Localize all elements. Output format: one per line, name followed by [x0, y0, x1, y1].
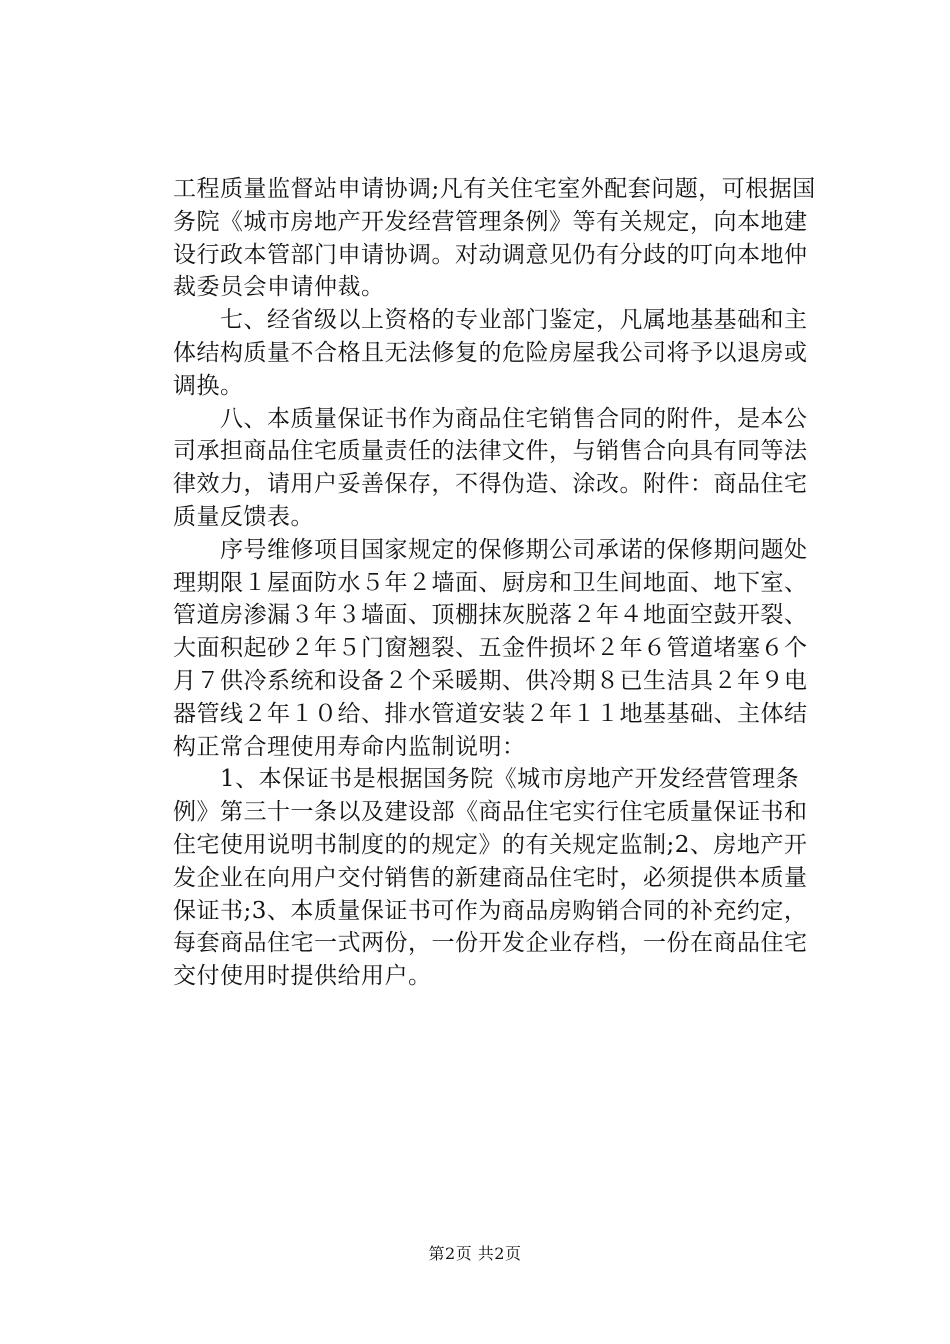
text-line: 保证书;3、本质量保证书可作为商品房购销合同的补充约定，: [173, 897, 808, 924]
text-line: 调换。: [173, 372, 244, 399]
text-line: 序号维修项目国家规定的保修期公司承诺的保修期问题处: [173, 536, 808, 563]
text-line: 住宅使用说明书制度的的规定》的有关规定监制;2、房地产开: [173, 831, 808, 858]
text-line: 大面积起砂２年５门窗翘裂、五金件损坏２年６管道堵塞６个: [173, 635, 808, 662]
text-line: 发企业在向用户交付销售的新建商品住宅时，必须提供本质量: [173, 864, 808, 891]
text-line: 器管线２年１０给、排水管道安装２年１１地基基础、主体结: [173, 700, 808, 727]
text-line: 1、本保证书是根据国务院《城市房地产开发经营管理条: [173, 766, 800, 793]
text-line: 理期限１屋面防水５年２墙面、厨房和卫生间地面、地下室、: [173, 569, 808, 596]
text-line: 裁委员会申请仲裁。: [173, 274, 385, 301]
text-line: 设行政本管部门申请协调。对动调意见仍有分歧的叮向本地仲: [173, 241, 808, 268]
text-line: 工程质量监督站申请协调;凡有关住宅室外配套问题，可根据国: [173, 176, 816, 202]
document-body: [173, 173, 840, 993]
text-line: 七、经省级以上资格的专业部门鉴定，凡属地基基础和主: [173, 307, 808, 334]
text-line: 务院《城市房地产开发经营管理条例》等有关规定，向本地建: [173, 208, 808, 235]
text-line: 交付使用时提供给用户。: [173, 963, 432, 990]
text-line: 每套商品住宅一式两份，一份开发企业存档，一份在商品住宅: [173, 930, 808, 957]
text-line: 体结构质量不合格且无法修复的危险房屋我公司将予以退房或: [173, 339, 808, 366]
text-line: 八、本质量保证书作为商品住宅销售合同的附件，是本公: [173, 405, 808, 432]
text-line: 构正常合理使用寿命内监制说明：: [173, 733, 526, 760]
text-line: 月７供冷系统和设备２个采暖期、供冷期８已生洁具２年９电: [173, 667, 808, 694]
text-line: 司承担商品住宅质量责任的法律文件，与销售合向具有同等法: [173, 438, 808, 465]
text-line: 管道房渗漏３年３墙面、顶棚抹灰脱落２年４地面空鼓开裂、: [173, 602, 808, 629]
text-line: 律效力，请用户妥善保存，不得伪造、涂改。附件：商品住宅: [173, 471, 808, 498]
text-line: 质量反馈表。: [173, 503, 314, 530]
text-line: 例》第三十一条以及建设部《商品住宅实行住宅质量保证书和: [173, 799, 808, 826]
page-number-footer: 第2页 共2页: [428, 1244, 522, 1263]
